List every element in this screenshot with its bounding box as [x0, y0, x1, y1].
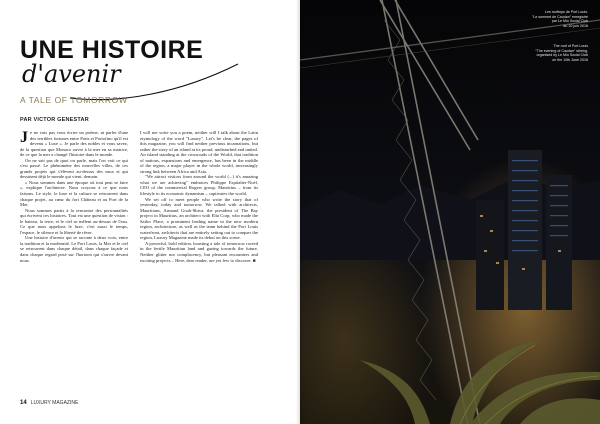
paragraph: I will not write you a poem, neither will I talk about the Latin etymology of the word "Luxury". Let's be clear, the pages of this magazine, you will find neither previous incarnations, but rather the story of an island at its proud, undisturbed and united. An island standing at the crossroads of the World, that tradition of nations, expansions and emergence, has been in the middle of the region, a major player in the whole world, increasingly strong link between Africa and Asia. — [140, 130, 258, 174]
paragraph: « Nous sommes dans une époque où tout peut se faire », explique l'architecte. Nous croyons à ce que nous faisons. Le style, le luxe et la culture se retrouvent dans chaque projet, au cœur du fort Château et au Port de la Mer. — [20, 179, 128, 208]
page-gutter — [296, 0, 304, 424]
article-title-script: d'avenir — [22, 60, 121, 88]
paragraph: Je ne vais pas vous écrire un poème, ni parler d'une des terribles fortunes entre Paris et Portofino qu'il est devenu « Luxe ». Je parle des nobles et vous savez, de la question que Monaco ouvre à la mer en sa matrice, de ce que la mer a changé l'histoire dans le monde. — [20, 130, 128, 158]
article-byline: PAR VICTOR GENESTAR — [20, 117, 89, 123]
photo-caption-english: The roof of Port Louis "The evening of Caudan" stirring, organised by Le Mio Social Club on the 10th June 2016 — [535, 44, 588, 62]
paragraph: Nous sommes partis à la rencontre des personnalités qui écrivent ces histoires. Tout est une question de vision : le bateau, la terre, et le ciel se mêlent au-dessus de l'eau. Ce que nous appelons le luxe, c'est aussi le temps, l'espace, le silence et la liberté de rêver. — [20, 207, 128, 235]
article-title: UNE HISTOIRE — [20, 36, 204, 64]
publication-name: LUXURY MAGAZINE — [30, 400, 79, 406]
paragraph: A powerful, bold edition, boasting a tale of tomorrow rooted in the fertile Mauritian land and gazing towards the future. Neither glitter nor complacency, but pleasant encounters and exciting projects... Here, dear reader, are yet few to discover. ■ — [140, 240, 258, 263]
page-folio — [20, 400, 78, 406]
text-column-french — [20, 130, 128, 382]
paragraph: Une histoire d'avenir qui se raconte à deux voix, entre la tradition et la modernité. Le Port Louis, la Mer et le ciel se retrouvent dans chaque détail, dans chaque façade et dans chaque regard posé sur l'horizon qui s'ouvre devant nous. — [20, 235, 128, 263]
paragraph: On ne sait pas de quoi on parle, mais l'on voit ce qui s'est passé. Le phénomène des nouvelles villes, de ces grands projets qui s'élèvent au-dessus des eaux et qui dessinent déjà le monde qui vient, demain. — [20, 157, 128, 180]
dropcap: J — [20, 130, 28, 146]
right-page — [300, 0, 600, 424]
paragraph: We set off to meet people who write the story that of yesterday, today and tomorrow. We talked with architects, Mauritians, Armand Gooh-Shiva, the president of The Bay project in Mauritius, an architect with Elia Corp, who made the Sailor Place, a prominent leading name in the new modern region, architecture, as well as the team behind the Port Louis waterfront, architects that are entirely setting out to conquer the region, Luxury Magazine made its debut on this scene. — [140, 196, 258, 241]
page-number: 14 — [20, 400, 27, 406]
night-cityscape-photo — [300, 0, 600, 424]
article-kicker: A TALE OF TOMORROW — [20, 95, 128, 105]
photo-caption-french: Les rooftops de Port Louis. "Le sommet de Caudan" enregistré par Le Mio Social Club au 10 juin 2016 — [532, 10, 588, 28]
text-column-english — [140, 130, 258, 382]
paragraph: "We attract visitors from around the world (...) it's amazing what we are achieving" embraces Philippe Espitalier-Noël, CEO of the commercial Rogers group, Mauritius – from its lifestyle to its economic dynamism – captivates the world. — [140, 174, 258, 197]
